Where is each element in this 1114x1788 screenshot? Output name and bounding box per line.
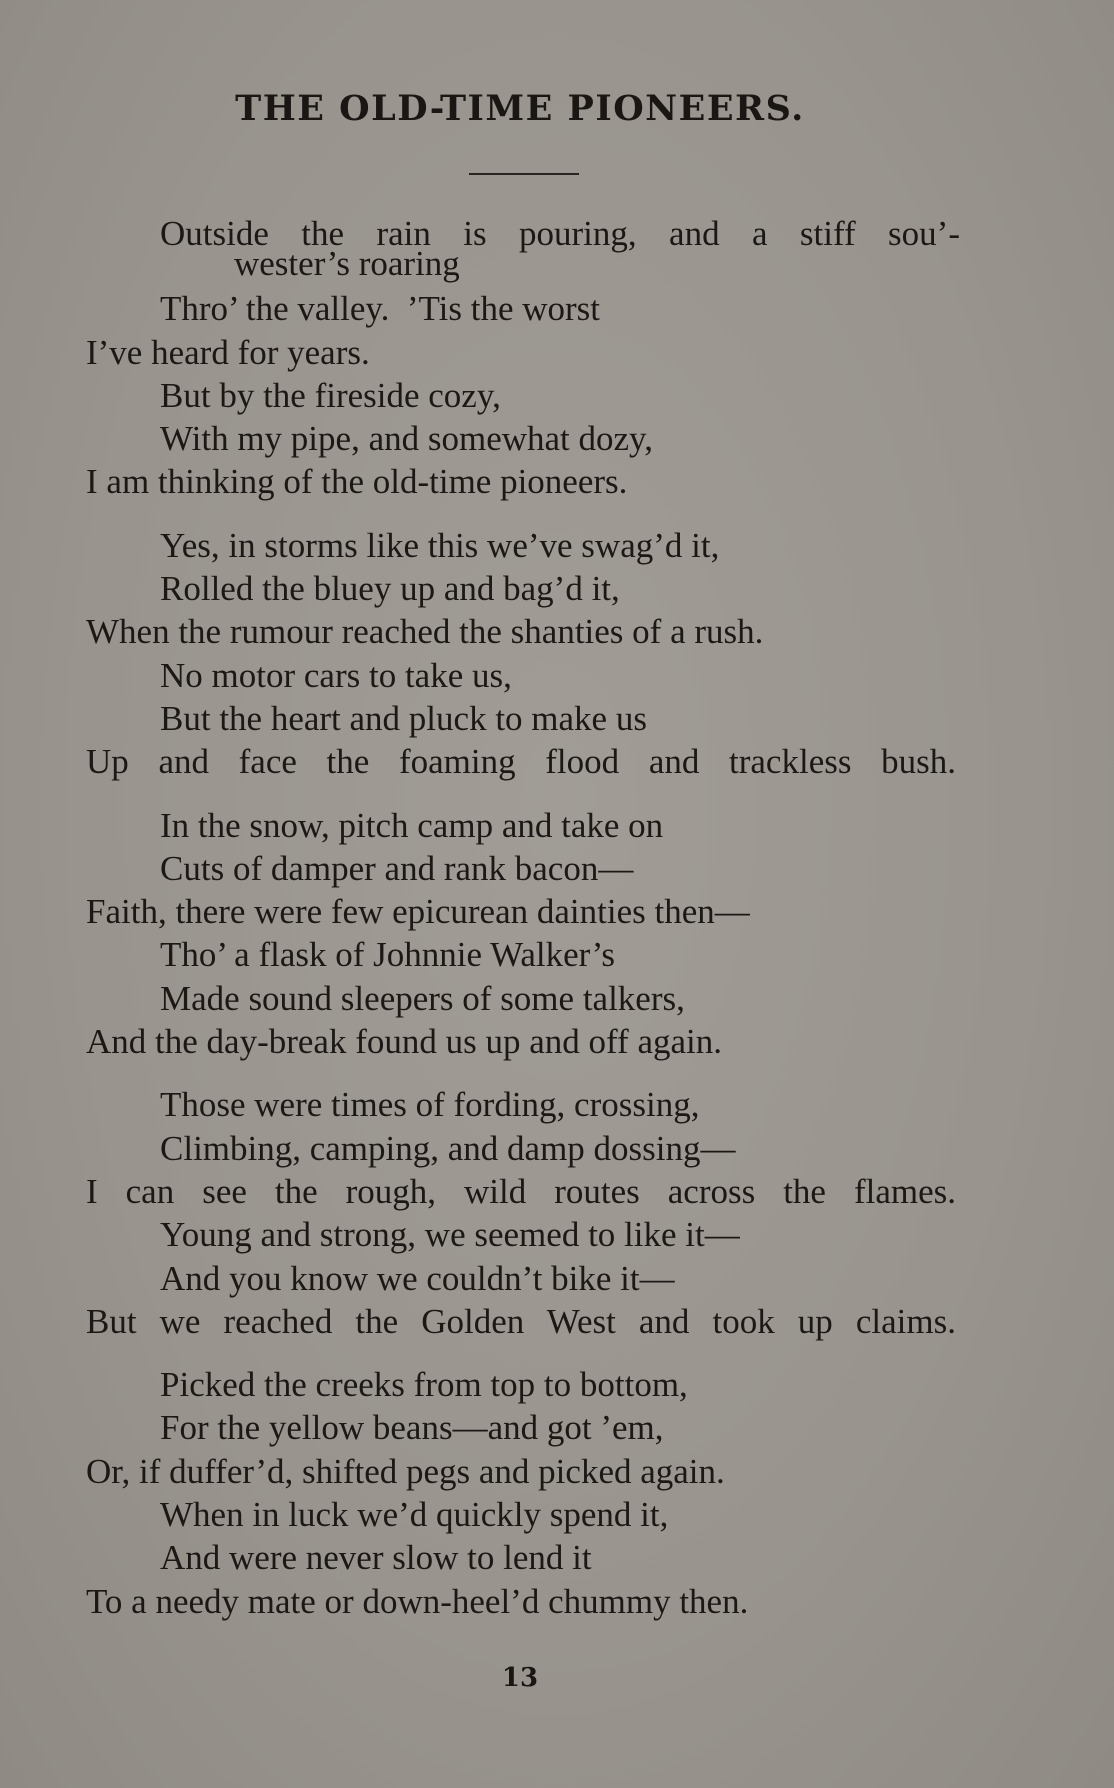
poem-line: But the heart and pluck to make us: [160, 698, 647, 738]
poem-line: But we reached the Golden West and took up claims.: [86, 1301, 956, 1341]
page-number: 13: [501, 1663, 539, 1693]
poem-line: To a needy mate or down-heel’d chummy then.: [86, 1581, 749, 1621]
poem-line: For the yellow beans—and got ’em,: [160, 1408, 664, 1448]
poem-line: I am thinking of the old-time pioneers.: [86, 462, 628, 502]
poem-line: In the snow, pitch camp and take on: [160, 805, 664, 845]
poem-line: Those were times of fording, crossing,: [160, 1085, 700, 1125]
poem-line: Cuts of damper and rank bacon—: [160, 848, 634, 888]
poem-line: No motor cars to take us,: [160, 655, 512, 695]
poem-line: And the day-break found us up and off again.: [86, 1022, 722, 1062]
poem-line: And were never slow to lend it: [160, 1538, 592, 1578]
poem-line: I can see the rough, wild routes across the flames.: [86, 1171, 956, 1211]
page-title: THE OLD-TIME PIONEERS.: [235, 88, 805, 129]
title-divider: [469, 173, 579, 175]
stanza-1: [0, 212, 1114, 504]
stanza-3: [0, 804, 1114, 1064]
stanza-4: [0, 1083, 1114, 1343]
poem-line: Young and strong, we seemed to like it—: [160, 1215, 740, 1255]
poem-line: Faith, there were few epicurean dainties then—: [86, 892, 750, 932]
poem-line: Picked the creeks from top to bottom,: [160, 1365, 688, 1405]
poem-line: Tho’ a flask of Johnnie Walker’s: [160, 935, 615, 975]
poem-line: Made sound sleepers of some talkers,: [160, 978, 685, 1018]
poem-body: [0, 212, 1114, 1643]
poem-line: Yes, in storms like this we’ve swag’d it,: [160, 525, 720, 565]
poem-line: With my pipe, and somewhat dozy,: [160, 419, 654, 459]
poem-line: When the rumour reached the shanties of a rush.: [86, 612, 764, 652]
poem-line: When in luck we’d quickly spend it,: [160, 1495, 669, 1535]
stanza-5: [0, 1363, 1114, 1623]
poem-line: I’ve heard for years.: [86, 332, 370, 372]
poem-line: Up and face the foaming flood and trackless bush.: [86, 742, 956, 782]
poem-line: Outside the rain is pouring, and a stiff sou’-: [160, 214, 960, 253]
poem-line: Or, if duffer’d, shifted pegs and picked again.: [86, 1451, 725, 1491]
poem-line: But by the fireside cozy,: [160, 375, 501, 415]
poem-line: Rolled the bluey up and bag’d it,: [160, 569, 620, 609]
stanza-2: [0, 524, 1114, 784]
poem-line: Thro’ the valley. ’Tis the worst: [160, 289, 601, 329]
poem-line: And you know we couldn’t bike it—: [160, 1258, 675, 1298]
poem-line: wester’s roaring: [234, 244, 460, 284]
poem-line: Climbing, camping, and damp dossing—: [160, 1128, 736, 1168]
